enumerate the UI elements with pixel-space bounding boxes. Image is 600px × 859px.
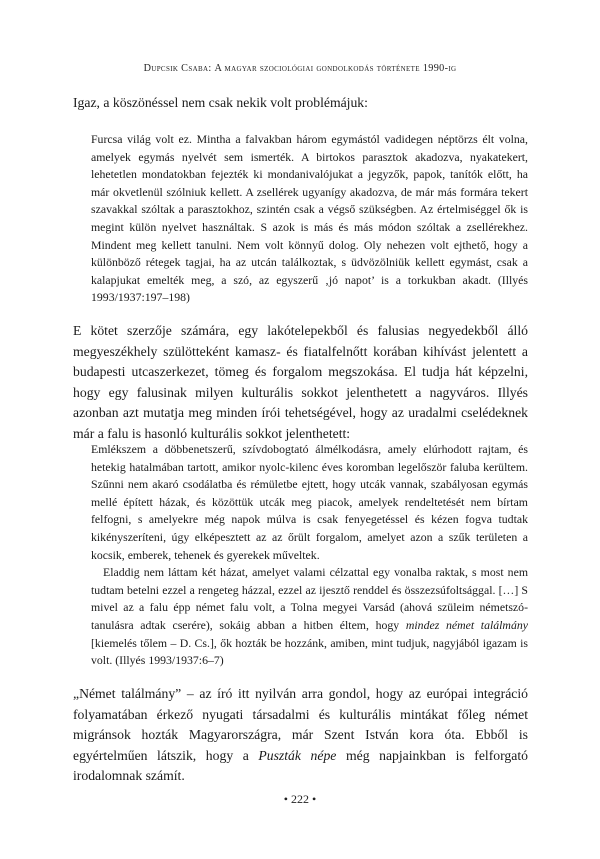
intro-paragraph: Igaz, a köszönéssel nem csak nekik volt problémájuk: — [73, 95, 368, 110]
block-quote-2 — [91, 441, 528, 670]
p3-pre: „Német találmány” – az író itt nyilván arra gondol, hogy az európai integráció folyamatában érkező nyugati társadalmi és kulturális mintákat főleg német migránsok hozták Magyarországra, már Szent István kora óta. Ebből is egyértelműen látszik, hogy a — [73, 686, 528, 763]
quote-2b-pre: Eladdig nem láttam két házat, amelyet valami célzattal egy vonalba raktak, s most nem tudtam betelni ezzel a rengeteg házzal, ezzel az ijesztő renddel és összezsúfoltsággal. […] S mivel az a falu épp német falu volt, a Tolna megyei Varsád (ahová szüleim németszó-tanulásra adtak cserére), sokáig abban a hitben éltem, hogy — [91, 565, 528, 632]
quote-2b-post: [kiemelés tőlem – D. Cs.], ők hozták be hozzánk, amiben, mint tudjuk, nagyjából igazam is volt. (Illyés 1993/1937:6–7) — [91, 635, 528, 668]
page-number: • 222 • — [283, 792, 317, 806]
block-quote-2-para-b — [91, 564, 528, 670]
body-paragraph-2: E kötet szerzője számára, egy lakótelepekből és falusias negyedekből álló megyeszékhely szülötteként kamasz- és fiatalfelnőtt korában kihívást jelentett a budapesti utcaszerkezet, tömeg és forgalom megszokása. El tudja hát képzelni, hogy egy falusinak milyen kulturális sokkot jelenthetett a nagyváros. Illyés azonban azt mutatja meg minden írói tehetségével, hogy az uradalmi cselédeknek már a falu is hasonló kulturális sokkot jelenthetett: — [73, 323, 528, 441]
running-head — [0, 63, 600, 74]
running-head-title: A magyar szociológiai gondolkodás története 1990-ig — [214, 63, 457, 74]
p3-post: még napjainkban is felforgató irodalomnak számít. — [73, 747, 528, 784]
block-quote-1 — [91, 131, 528, 307]
running-head-author: Dupcsik Csaba: — [143, 63, 212, 74]
quote-2b-emphasis: mindez német találmány — [405, 617, 528, 632]
body-paragraph-3 — [73, 684, 528, 787]
p3-book-title: Puszták népe — [258, 747, 337, 763]
block-quote-2-para-a: Emlékszem a döbbenetszerű, szívdobogtató álmélkodásra, amely elúrhodott rajtam, és hetekig hatalmában tartott, amikor nyolc-kilenc éves koromban legelőször faluba kerültem. Szűnni nem akaró csodálatba és rémületbe ejtett, hogy utcák vannak, szabályosan egymás mellé épített házak, és közöttük utcák meg piacok, amelyek rendeltetését nem bírtam felfogni, s amelyekre még napok múlva is csak fenyegetéssel és kézen fogva tudtak kikényszeríteni, úgy elképesztett az az őrült forgalom, amelyet azon a szűk területen a kocsik, emberek, tehenek és gyerekek műveltek. — [91, 442, 528, 562]
block-quote-1-text: Furcsa világ volt ez. Mintha a falvakban három egymástól vadidegen néptörzs élt volna, amelyek egymás nyelvét sem ismerték. A birtokos parasztok akadozva, nyakatekert, lehetetlen mondatokban fejezték ki mondanivalójukat a jegyzők, papok, tanítók előtt, ha már okvetlenül szólniuk kellett. A zsellérek ugyanígy akadozva, de már más formára tekert szavakkal szóltak a parasztokhoz, szintén csak a végső szükségben. Az értelmiséggel ők is megint külön nyelvet használtak. S azok is más és más módon szóltak a zsellérekhez. Mindent meg kellett tanulni. Nem volt könnyű dolog. Oly nehezen volt ejthető, hogy a különböző rétegek tagjai, ha az utcán találkoztak, s üdvözölniük kellett egymást, csak a kalapjukat emelték meg, a szó, az egyszerű ‚jó napot’ is a torkukban akadt. (Illyés 1993/1937:197–198) — [91, 132, 528, 305]
